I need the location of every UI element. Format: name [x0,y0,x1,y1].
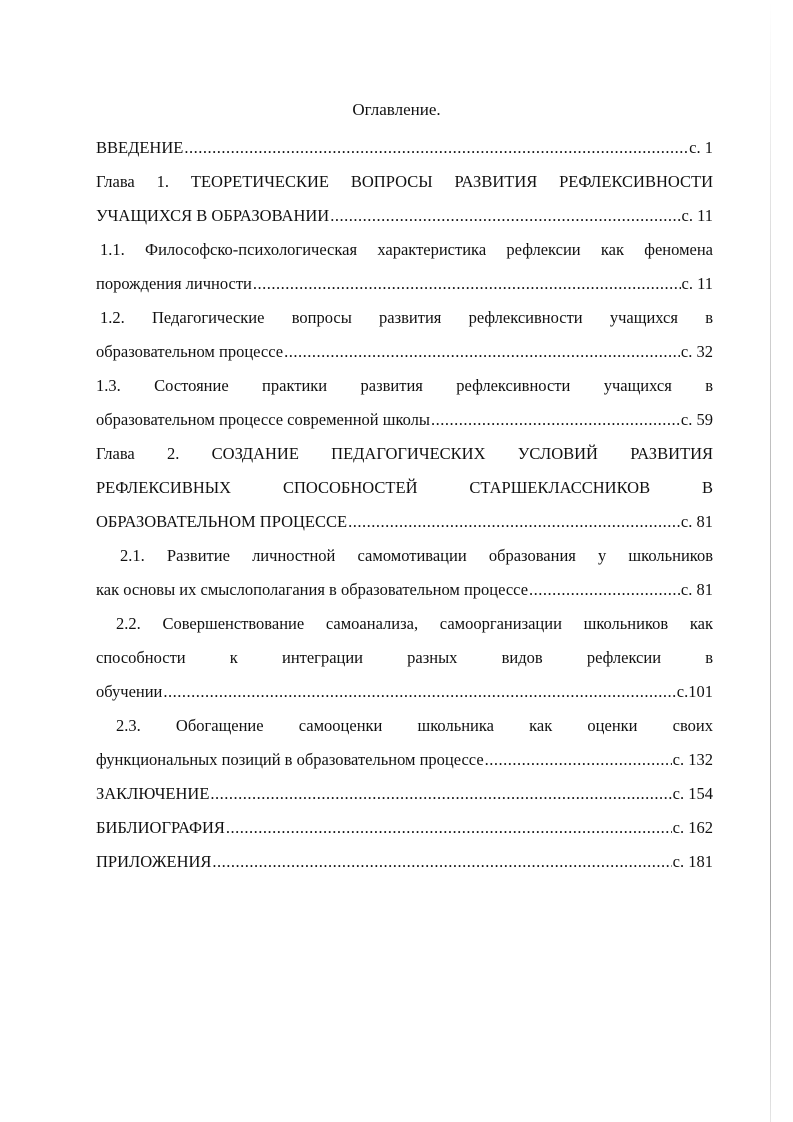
toc-entry-2-1-line1 [96,539,713,573]
toc-entry-2-3 [96,743,713,777]
toc-entry-appendices [96,845,713,879]
toc-entry-text: Глава 2. СОЗДАНИЕ ПЕДАГОГИЧЕСКИХ УСЛОВИЙ РАЗВИТИЯ [96,444,713,463]
toc-entry-text: Глава 1. ТЕОРЕТИЧЕСКИЕ ВОПРОСЫ РАЗВИТИЯ РЕФЛЕКСИВНОСТИ [96,172,713,191]
toc-entry-bibliography [96,811,713,845]
toc-entry-text: образовательном процессе современной школы [96,410,430,429]
toc-entry-text: 1.1. Философско-психологическая характеристика рефлексии как феномена [100,240,713,259]
toc-entry-text: 2.3. Обогащение самооценки школьника как оценки своих [116,716,713,735]
toc-entry-text: ПРИЛОЖЕНИЯ [96,852,212,871]
toc-entry-1-2 [96,335,713,369]
toc-entry-text: обучении [96,682,163,701]
dot-leader [348,505,680,539]
toc-page-number: с. 154 [672,784,713,803]
toc-entry-chapter-2 [96,505,713,539]
dot-leader [284,335,680,369]
toc-entry-text: БИБЛИОГРАФИЯ [96,818,225,837]
toc-entry-text: РЕФЛЕКСИВНЫХ СПОСОБНОСТЕЙ СТАРШЕКЛАССНИКОВ В [96,478,713,497]
toc-entry-text: функциональных позиций в образовательном процессе [96,750,484,769]
toc-page-number: с. 11 [681,274,713,293]
toc-page-number: с. 162 [672,818,713,837]
toc-title: Оглавление. [352,100,441,119]
toc-entry-text: способности к интеграции разных видов рефлексии в [96,648,713,667]
toc-entry-2-2 [96,675,713,709]
toc-entry-text: 1.3. Состояние практики развития рефлексивности учащихся в [96,376,713,395]
toc-entry-2-2-line1 [96,607,713,641]
toc-entry-conclusion [96,777,713,811]
toc-entry-text: ОБРАЗОВАТЕЛЬНОМ ПРОЦЕССЕ [96,512,348,531]
toc-page-number: с. 181 [672,852,713,871]
toc-entry-text: ВВЕДЕНИЕ [96,138,184,157]
toc-page-number: с. 11 [681,206,713,225]
toc-page-number: с. 132 [672,750,713,769]
scan-edge-shadow [770,0,771,1122]
toc-entry-1-3-line1 [96,369,713,403]
toc-entry-chapter-2-line2 [96,471,713,505]
toc-entry-1-1-line1 [96,233,713,267]
dot-leader [253,267,681,301]
dot-leader [330,199,680,233]
dot-leader [210,777,671,811]
toc-page-number: с.101 [676,682,713,701]
toc-entry-2-1 [96,573,713,607]
toc-entry-2-3-line1 [96,709,713,743]
toc-page-number: с. 81 [680,512,713,531]
toc-page-number: с. 1 [689,138,713,157]
toc-entry-text: образовательном процессе [96,342,284,361]
toc-page-number: с. 32 [680,342,713,361]
toc-page-number: с. 59 [680,410,713,429]
toc-entry-text: 2.2. Совершенствование самоанализа, самоорганизации школьников как [116,614,713,633]
dot-leader [431,403,680,437]
dot-leader [184,131,688,165]
toc-entry-introduction [96,131,713,165]
toc-entry-chapter-1 [96,199,713,233]
toc-entry-1-3 [96,403,713,437]
dot-leader [212,845,671,879]
toc-entry-chapter-1-line1 [96,165,713,199]
toc-entry-text: ЗАКЛЮЧЕНИЕ [96,784,210,803]
dot-leader [226,811,672,845]
toc-entry-2-2-line2 [96,641,713,675]
toc-entry-text: 2.1. Развитие личностной самомотивации образования у школьников [120,546,713,565]
toc-page-number: с. 81 [680,580,713,599]
toc-entry-text: как основы их смыслополагания в образовательном процессе [96,580,529,599]
toc-entry-chapter-2-line1 [96,437,713,471]
toc-entry-1-2-line1 [96,301,713,335]
toc-entry-text: 1.2. Педагогические вопросы развития рефлексивности учащихся в [100,308,713,327]
dot-leader [485,743,672,777]
toc-entry-1-1 [96,267,713,301]
toc-entry-text: УЧАЩИХСЯ В ОБРАЗОВАНИИ [96,206,330,225]
dot-leader [163,675,675,709]
toc-entry-text: порождения личности [96,274,252,293]
dot-leader [529,573,680,607]
table-of-contents [96,131,713,879]
